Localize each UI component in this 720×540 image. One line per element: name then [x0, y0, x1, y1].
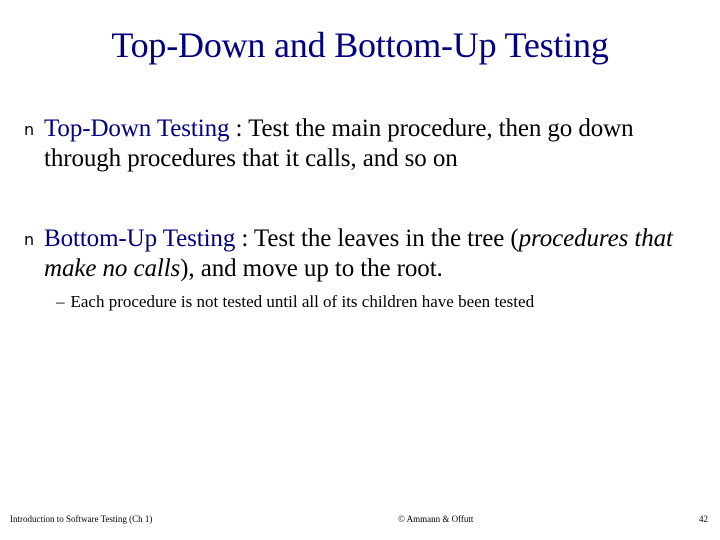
term-bottom-up: Bottom-Up Testing: [44, 225, 236, 252]
footer-course-title: Introduction to Software Testing (Ch 1): [10, 514, 153, 524]
term-top-down: Top-Down Testing: [44, 115, 230, 142]
bullet-top-down: [24, 114, 704, 174]
sub-bullet-text: Each procedure is not tested until all of its children have been tested: [70, 292, 535, 311]
bullet-text: [44, 224, 704, 284]
bullet-description-start: : Test the leaves in the tree (: [235, 225, 519, 252]
bullet-text: [44, 114, 704, 174]
bullet-bottom-up: [24, 224, 704, 284]
bullet-marker: n: [24, 230, 35, 249]
bullet-description: : Test the main procedure, then go down through procedures that it calls, and so on: [44, 115, 634, 172]
sub-bullet-marker: –: [56, 292, 65, 311]
footer-copyright: © Ammann & Offutt: [398, 514, 474, 524]
bullet-description-end: ), and move up to the root.: [180, 255, 443, 282]
bullet-italic-phrase: procedures that make no calls: [44, 225, 673, 282]
page-number: 42: [699, 514, 708, 524]
bullet-marker: n: [24, 120, 35, 139]
sub-bullet: [56, 291, 716, 312]
slide-title: Top-Down and Bottom-Up Testing: [111, 25, 609, 65]
